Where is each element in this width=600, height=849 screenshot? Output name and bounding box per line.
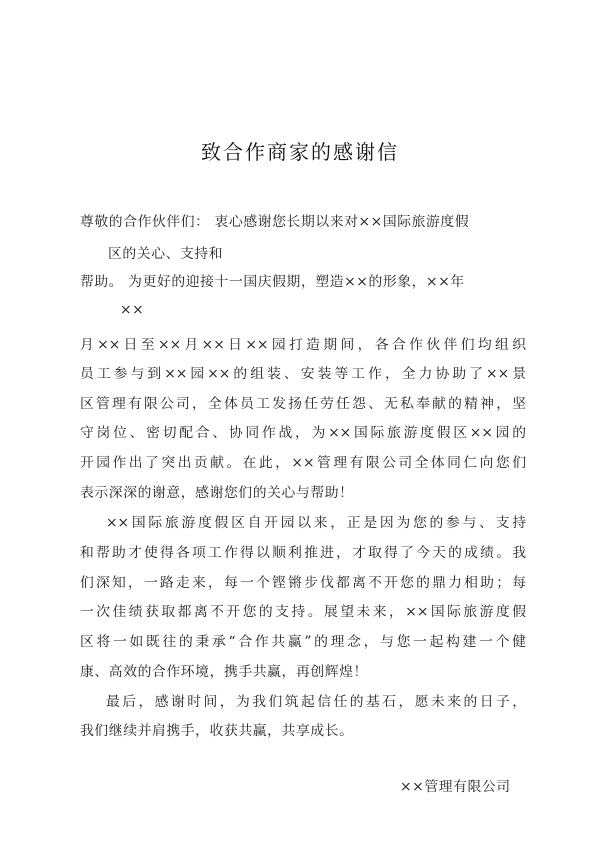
- paragraph1-line-5: 开园作出了突出贡献。在此，××管理有限公司全体同仁向您们: [80, 455, 526, 471]
- paragraph1-line-6: 表示深深的谢意，感谢您们的关心与帮助！: [80, 485, 354, 501]
- paragraph2-line-2: 和帮助才使得各项工作得以顺利推进，才取得了今天的成绩。我: [80, 545, 526, 561]
- letter-title: 致合作商家的感谢信: [201, 140, 399, 164]
- paragraph1-line-1: 月××日至××月××日××园打造期间，各合作伙伴们均组织: [80, 337, 526, 353]
- paragraph2-line-6: 康、高效的合作环境，携手共赢，再创辉煌！: [80, 664, 368, 680]
- opening-line-3: 帮助。 为更好的迎接十一国庆假期，塑造××的形象，××年: [80, 274, 465, 290]
- paragraph2-line-5: 区将一如既往的秉承“合作共赢”的理念，与您一起构建一个健: [80, 634, 526, 650]
- paragraph3-line-1: 最后，感谢时间，为我们筑起信任的基石，愿未来的日子，: [106, 694, 526, 710]
- paragraph1-line-2: 员工参与到××园××的组装、安装等工作，全力协助了××景: [80, 366, 526, 382]
- paragraph2-line-1: ××国际旅游度假区自开园以来，正是因为您的参与、支持: [106, 515, 526, 531]
- paragraph3-line-2: 我们继续并肩携手，收获共赢，共享成长。: [80, 723, 354, 739]
- paragraph2-line-4: 一次佳绩获取都离不开您的支持。展望未来，××国际旅游度假: [80, 604, 526, 620]
- paragraph1-line-4: 守岗位、密切配合、协同作战，为××国际旅游度假区××园的: [80, 425, 526, 441]
- paragraph2-line-3: 们深知，一路走来，每一个铿锵步伐都离不开您的鼎力相助；每: [80, 575, 526, 591]
- opening-line-1: 尊敬的合作伙伴们： 衷心感谢您长期以来对××国际旅游度假: [80, 214, 470, 230]
- opening-line-4: ××: [120, 302, 145, 318]
- paragraph1-line-3: 区管理有限公司，全体员工发扬任劳任怨、无私奉献的精神，坚: [80, 396, 526, 412]
- signature: ××管理有限公司: [400, 779, 511, 795]
- opening-line-2: 区的关心、支持和: [108, 246, 224, 262]
